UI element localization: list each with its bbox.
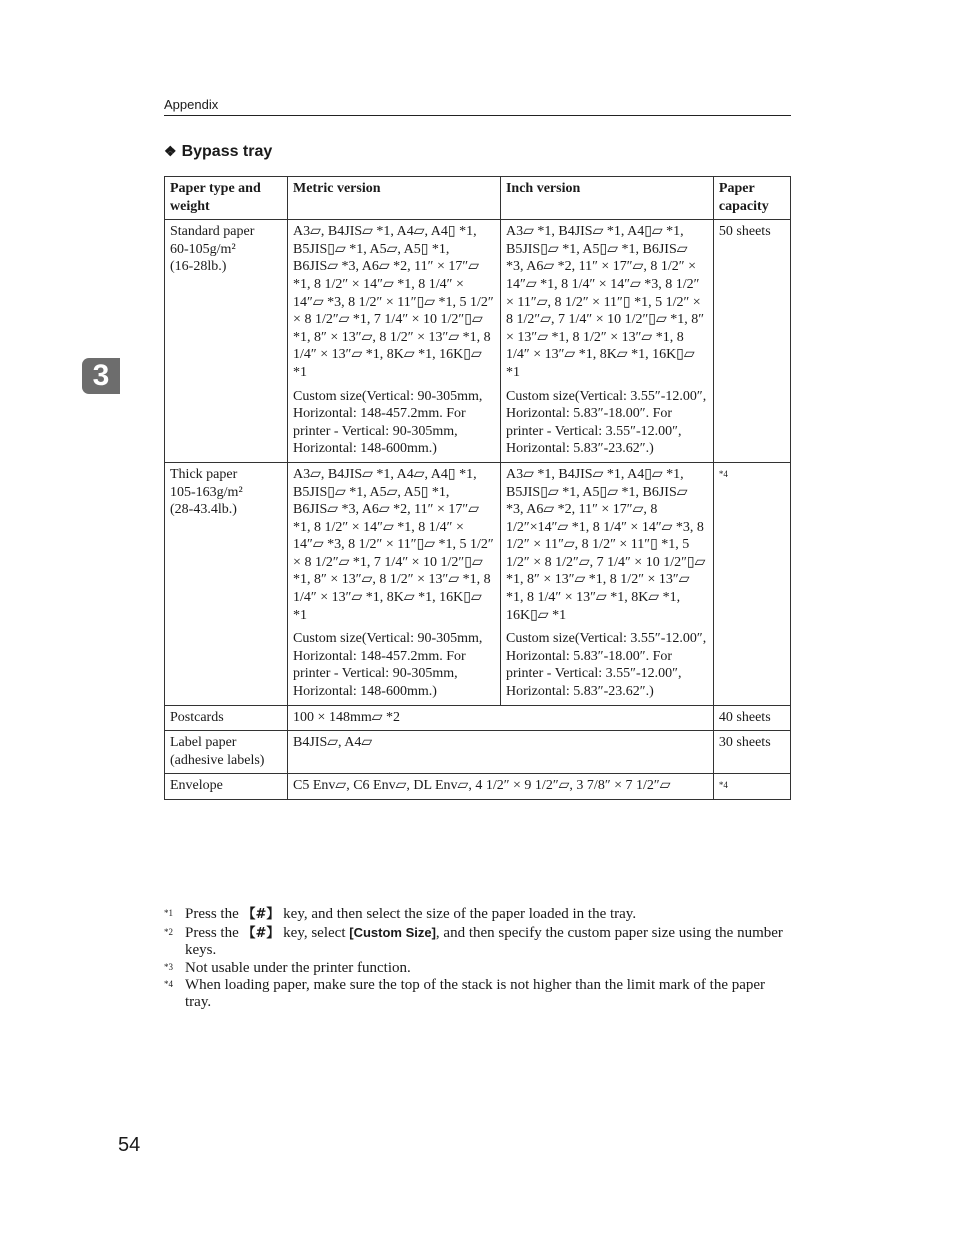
paper-type-cell bbox=[165, 220, 288, 463]
footnote-mark: *4 bbox=[164, 979, 173, 989]
sizes-cell: 100 × 148mm▱ *2 bbox=[288, 705, 714, 731]
page-number: 54 bbox=[118, 1134, 141, 1156]
table-row bbox=[165, 220, 791, 463]
column-header-inch: Inch version bbox=[500, 177, 713, 220]
sizes-cell: B4JIS▱, A4▱ bbox=[288, 731, 714, 774]
footnote-mark: *1 bbox=[164, 908, 173, 918]
inch-custom-size: Custom size(Vertical: 3.55″-12.00″, Horizontal: 5.83″-18.00″. For printer - Vertical: 3.55″-12.00″, Horizontal: 5.83″-23.62″.) bbox=[505, 388, 707, 457]
footnote bbox=[164, 960, 791, 977]
paper-type-cell: Postcards bbox=[165, 705, 288, 731]
chapter-tab: 3 bbox=[82, 358, 120, 394]
capacity-cell: *4 bbox=[713, 774, 790, 800]
section-title-text: Bypass tray bbox=[181, 143, 273, 160]
footnote bbox=[164, 977, 791, 1010]
metric-sizes: A3▱, B4JIS▱ *1, A4▱, A4▯ *1, B5JIS▯▱ *1, A5▱, A5▯ *1, B6JIS▱ *3, A6▱ *2, 11″ × 17″▱ *1, 8 1/2″ × 14″▱ *1, 8 1/4″ × 14″▱ *3, 8 1/2″ × 11″▯▱ *1, 5 1/2″ × 8 1/2″▱ *1, 7 1/4″ × 10 1/2″▯▱ *1, 8″ × 13″▱, 8 1/2″ × 13″▱ *1, 8 1/4″ × 13″▱ *1, 8K▱ *1, 16K▯▱ *1 bbox=[293, 224, 494, 380]
paper-weight-imperial: (28-43.4lb.) bbox=[170, 502, 237, 518]
column-header-paper-type: Paper type and weight bbox=[165, 177, 288, 220]
footnote-mark: *3 bbox=[164, 961, 173, 972]
footnotes bbox=[164, 906, 791, 1011]
inch-sizes: A3▱ *1, B4JIS▱ *1, A4▯▱ *1, B5JIS▯▱ *1, A5▯▱ *1, B6JIS▱ *3, A6▱ *2, 11″ × 17″▱, 8 1/2″×14″▱ *1, 8 1/4″ × 14″▱ *3, 8 1/2″ × 11″▱, 8 1/2″ × 11″▯ *1, 5 1/2″ × 8 1/2″▱, 7 1/4″ × 10 1/2″▯▱ *1, 8″ × 13″▱ *1, 8 1/2″ × 13″▱ *1, 8 1/4″ × 13″▱ *1, 8K▱ *1, 16K▯▱ *1 bbox=[505, 466, 706, 623]
paper-weight-imperial: (16-28lb.) bbox=[170, 259, 227, 275]
hash-key-icon: 【#】 bbox=[242, 907, 280, 922]
inch-cell bbox=[500, 462, 713, 705]
metric-custom-size: Custom size(Vertical: 90-305mm, Horizontal: 148-457.2mm. For printer - Vertical: 90-305mm, Horizontal: 148-600mm.) bbox=[293, 631, 483, 700]
paper-type-name: Thick paper bbox=[170, 466, 238, 482]
header-section-label: Appendix bbox=[164, 97, 219, 112]
capacity-cell: 40 sheets bbox=[713, 705, 790, 731]
capacity-cell: *4 bbox=[713, 462, 790, 705]
paper-weight-metric: 105-163g/m² bbox=[170, 484, 243, 500]
table-row bbox=[165, 731, 791, 774]
footnote bbox=[164, 925, 791, 959]
page-header bbox=[164, 96, 791, 116]
paper-weight-metric: 60-105g/m² bbox=[170, 241, 236, 257]
custom-size-label: [Custom Size] bbox=[349, 924, 436, 940]
inch-sizes: A3▱ *1, B4JIS▱ *1, A4▯▱ *1, B5JIS▯▱ *1, A5▯▱ *1, B6JIS▱ *3, A6▱ *2, 11″ × 17″▱, 8 1/2″ × 14″▱ *1, 8 1/4″ × 14″▱ *3, 8 1/2″ × 11″▱, 8 1/2″ × 11″▯ *1, 5 1/2″ × 8 1/2″▱, 7 1/4″ × 10 1/2″▯▱ *1, 8″ × 13″▱ *1, 8 1/2″ × 13″▱ *1, 8 1/4″ × 13″▱ *1, 8K▱ *1, 16K▯▱ *1 bbox=[505, 224, 705, 380]
paper-type-cell bbox=[165, 462, 288, 705]
table-row bbox=[165, 462, 791, 705]
sizes-cell: C5 Env▱, C6 Env▱, DL Env▱, 4 1/2″ × 9 1/2″▱, 3 7/8″ × 7 1/2″▱ bbox=[288, 774, 714, 800]
metric-sizes: A3▱, B4JIS▱ *1, A4▱, A4▯ *1, B5JIS▯▱ *1, A5▱, A5▯ *1, B6JIS▱ *3, A6▱ *2, 11″ × 17″▱ *1, 8 1/2″ × 14″▱ *1, 8 1/4″ × 14″▱ *3, 8 1/2″ × 11″▯▱ *1, 5 1/2″ × 8 1/2″▱ *1, 7 1/4″ × 10 1/2″▯▱ *1, 8″ × 13″▱, 8 1/2″ × 13″▱ *1, 8 1/4″ × 13″▱ *1, 8K▱ *1, 16K▯▱ *1 bbox=[293, 466, 494, 623]
footnote-text: When loading paper, make sure the top of the stack is not higher than the limit mark of the paper tray. bbox=[185, 977, 766, 1010]
section-title bbox=[164, 143, 272, 161]
inch-cell bbox=[500, 220, 713, 463]
bypass-tray-table bbox=[164, 176, 791, 800]
paper-type-cell bbox=[165, 731, 288, 774]
paper-type-name: Label paper bbox=[170, 735, 237, 751]
paper-type-cell: Envelope bbox=[165, 774, 288, 800]
footnote-text: Not usable under the printer function. bbox=[185, 959, 411, 976]
table-row bbox=[165, 774, 791, 800]
footnote-mark: *2 bbox=[164, 926, 173, 937]
table-header-row bbox=[165, 177, 791, 220]
footnote bbox=[164, 906, 791, 924]
footnote-text: Press the bbox=[185, 924, 243, 941]
footnote-text: key, select bbox=[279, 924, 350, 941]
column-header-capacity: Paper capacity bbox=[713, 177, 790, 220]
diamond-bullet-icon: ❖ bbox=[164, 143, 177, 159]
capacity-cell: 50 sheets bbox=[713, 220, 790, 463]
metric-custom-size: Custom size(Vertical: 90-305mm, Horizontal: 148-457.2mm. For printer - Vertical: 90-305mm, Horizontal: 148-600mm.) bbox=[293, 388, 483, 457]
footnote-text: key, and then select the size of the paper loaded in the tray. bbox=[279, 906, 637, 922]
column-header-metric: Metric version bbox=[288, 177, 501, 220]
paper-type-note: (adhesive labels) bbox=[170, 752, 265, 768]
inch-custom-size: Custom size(Vertical: 3.55″-12.00″, Horizontal: 5.83″-18.00″. For printer - Vertical: 3.55″-12.00″, Horizontal: 5.83″-23.62″.) bbox=[505, 631, 707, 700]
metric-cell bbox=[288, 462, 501, 705]
table-row bbox=[165, 705, 791, 731]
hash-key-icon: 【#】 bbox=[242, 925, 280, 941]
footnote-text: Press the bbox=[185, 906, 243, 922]
metric-cell bbox=[288, 220, 501, 463]
capacity-cell: 30 sheets bbox=[713, 731, 790, 774]
paper-type-name: Standard paper bbox=[170, 224, 255, 240]
footnote-text: , and then specify the custom paper size using the number keys. bbox=[185, 924, 783, 958]
